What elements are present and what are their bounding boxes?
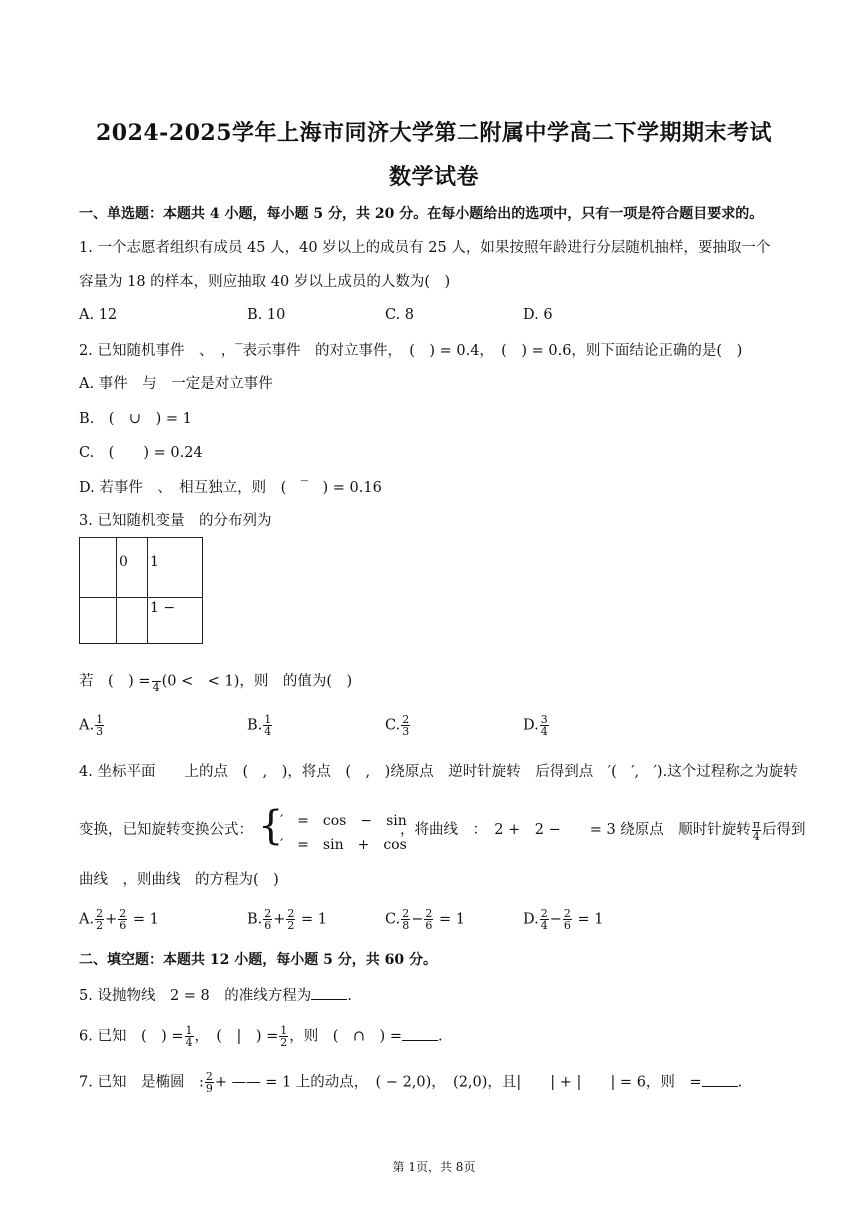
q4-option-b: B. $\frac{2}{6}$ + $\frac{2}{2}$ = 1 — [247, 907, 328, 932]
page-footer: 第 1页，共 8页 — [392, 1160, 476, 1174]
rotation-formula-row2: ′ = sin + cos — [280, 837, 407, 853]
q3-cond-text: 若 ( ) = — [79, 673, 151, 690]
question-5: 5. 设抛物线 2 = 8 的准线方程为 . — [79, 985, 799, 1006]
answer-blank[interactable] — [311, 985, 347, 1000]
q3-option-c: C. $\frac{2}{3}$ — [385, 713, 410, 738]
q3-option-a: A. $\frac{1}{3}$ — [79, 713, 104, 738]
section-heading-single-choice: 一、单选题：本题共 4 小题，每小题 5 分，共 20 分。在每小题给出的选项中，只有一项是符合题目要求的。 — [79, 206, 764, 222]
question-1-line1: 1. 一个志愿者组织有成员 45 人，40 岁以上的成员有 25 人，如果按照年龄进行分层随机抽样，要抽取一个 — [79, 240, 771, 256]
answer-blank[interactable] — [402, 1026, 438, 1041]
q1-option-b: B. 10 — [247, 307, 286, 323]
table-cell — [80, 598, 117, 644]
table-cell: 1 — [148, 538, 203, 598]
question-3-stem: 3. 已知随机变量 的分布列为 — [79, 513, 272, 529]
table-cell — [117, 598, 148, 644]
question-4-line2b: ，将曲线 ： 2 + 2 − = 3 绕原点 顺时针旋转 $\frac{\pi}{4}$ 后得到 — [400, 817, 806, 843]
table-cell — [80, 538, 117, 598]
q2-option-d: D. 若事件 、 相互独立，则 ( ‾ ) = 0.16 — [79, 480, 382, 496]
q4-option-d: D. $\frac{2}{4}$ − $\frac{2}{6}$ = 1 — [523, 907, 604, 932]
table-row — [80, 598, 203, 644]
q1-option-d: D. 6 — [523, 307, 553, 323]
question-4-line1: 4. 坐标平面 上的点 ( , )，将点 ( , )绕原点 逆时针旋转 后得到点 ′( ′, ′).这个过程称之为旋转 — [79, 764, 798, 780]
exam-title-line2: 数学试卷 — [388, 164, 479, 190]
distribution-table — [79, 537, 203, 644]
table-row — [80, 538, 203, 598]
question-7: 7. 已知 是椭圆 : $\frac{2}{9}$ + —— = 1 上的动点， ( − 2,0)， (2,0)，且| | + | | = 6，则 = . — [79, 1070, 743, 1095]
question-3-condition — [79, 670, 799, 693]
q4-option-c: C. $\frac{2}{8}$ − $\frac{2}{6}$ = 1 — [385, 907, 465, 932]
q3-cond-fraction: 4 — [152, 670, 161, 693]
q2-option-c: C. ( ) = 0.24 — [79, 445, 203, 461]
answer-blank[interactable] — [702, 1072, 738, 1087]
q2-option-a: A. 事件 与 一定是对立事件 — [79, 376, 273, 392]
table-cell: 0 — [117, 538, 148, 598]
q2-option-b: B. ( ∪ ) = 1 — [79, 411, 192, 427]
system-brace: { — [258, 803, 284, 849]
table-cell: 1 − — [148, 598, 203, 644]
q1-option-a: A. 12 — [79, 307, 118, 323]
question-2-stem: 2. 已知随机事件 、 ，‾表示事件 的对立事件， ( ) = 0.4， ( ) = 0.6，则下面结论正确的是( ) — [79, 343, 743, 359]
rotation-formula-row1: ′ = cos − sin — [280, 813, 407, 829]
section-heading-fill-in: 二、填空题：本题共 12 小题，每小题 5 分，共 60 分。 — [79, 952, 437, 968]
question-6: 6. 已知 ( ) = $\frac{1}{4}$ ， ( | ) = $\frac{1}{2}$ ，则 ( ∩ ) = . — [79, 1024, 443, 1049]
question-4-line2a: 变换，已知旋转变换公式： — [79, 822, 253, 838]
q3-option-d: D. $\frac{3}{4}$ — [523, 713, 548, 738]
q3-option-b: B. $\frac{1}{4}$ — [247, 713, 272, 738]
q3-cond-tail: (0 < < 1)，则 的值为( ) — [161, 673, 353, 690]
question-1-line2: 容量为 18 的样本，则应抽取 40 岁以上成员的人数为( ) — [79, 274, 451, 290]
exam-title-line1: 2024-2025学年上海市同济大学第二附属中学高二下学期期末考试 — [95, 120, 773, 146]
q1-option-c: C. 8 — [385, 307, 415, 323]
q4-option-a: A. $\frac{2}{2}$ + $\frac{2}{6}$ = 1 — [79, 907, 159, 932]
question-4-line3: 曲线 ，则曲线 的方程为( ) — [79, 872, 279, 888]
